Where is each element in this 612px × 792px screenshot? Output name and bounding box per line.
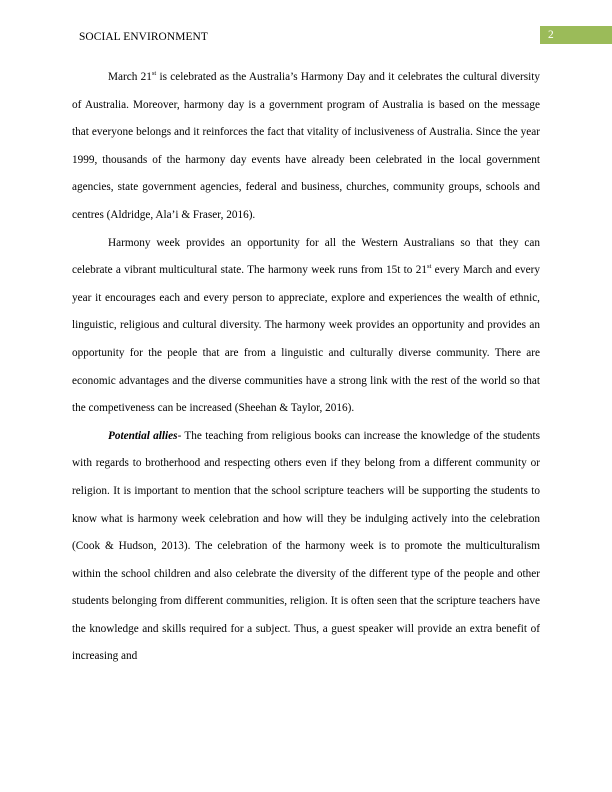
superscript: st: [151, 70, 157, 77]
page-number: 2: [548, 29, 554, 41]
paragraph-text: - The teaching from religious books can increase the knowledge of the students with regards to brotherhood and respecting others even if they belong from a different community or religion. It is important to mention that the school scripture teachers will be supporting the students to know what is harmony week celebration and how will they be indulging actively into the celebration (Cook & Hudson, 2013). The celebration of the harmony week is to promote the multiculturalism within the school children and also celebrate the diversity of the different type of the people and other students belonging from different communities, religion. It is often seen that the scripture teachers have the knowledge and skills required for a subject. Thus, a guest speaker will provide an extra benefit of increasing and: [72, 429, 541, 663]
paragraph-text: Harmony week provides an opportunity for all the Western Australians so that they can celebrate a vibrant multicultural state. The harmony week runs from 15t to 21: [72, 236, 540, 277]
paragraph-lead-heading: Potential allies: [108, 429, 178, 442]
paragraph-harmony-day: [72, 64, 540, 230]
paragraph-harmony-week: [72, 230, 540, 423]
page-header: [0, 26, 612, 46]
superscript: st: [426, 263, 432, 271]
running-head: SOCIAL ENVIRONMENT: [79, 31, 208, 43]
paragraph-potential-allies: [72, 423, 540, 671]
paragraph-text: is celebrated as the Australia’s Harmony Day and it celebrates the cultural diversity of Australia. Moreover, harmony day is a government program of Australia is based on the message that everyone belongs and it reinforces the fact that vitality of inclusiveness of Australia. Since the year 1999, thousands of the harmony day events have already been celebrated in the local government agencies, state government agencies, federal and business, churches, community groups, schools and centres (Aldridge, Ala’i & Fraser, 2016).: [72, 71, 540, 221]
document-body: [72, 64, 540, 671]
page-number-box: [540, 26, 612, 44]
paragraph-text: every March and every year it encourages each and every person to appreciate, explore and experiences the wealth of ethnic, linguistic, religious and cultural diversity. The harmony week provides an opportunity and provides an opportunity for the people that are from a linguistic and culturally diverse community. There are economic advantages and the diverse communities have a strong link with the rest of the world so that the competiveness can be increased (Sheehan & Taylor, 2016).: [72, 264, 540, 415]
paragraph-text: March 21: [108, 71, 152, 83]
